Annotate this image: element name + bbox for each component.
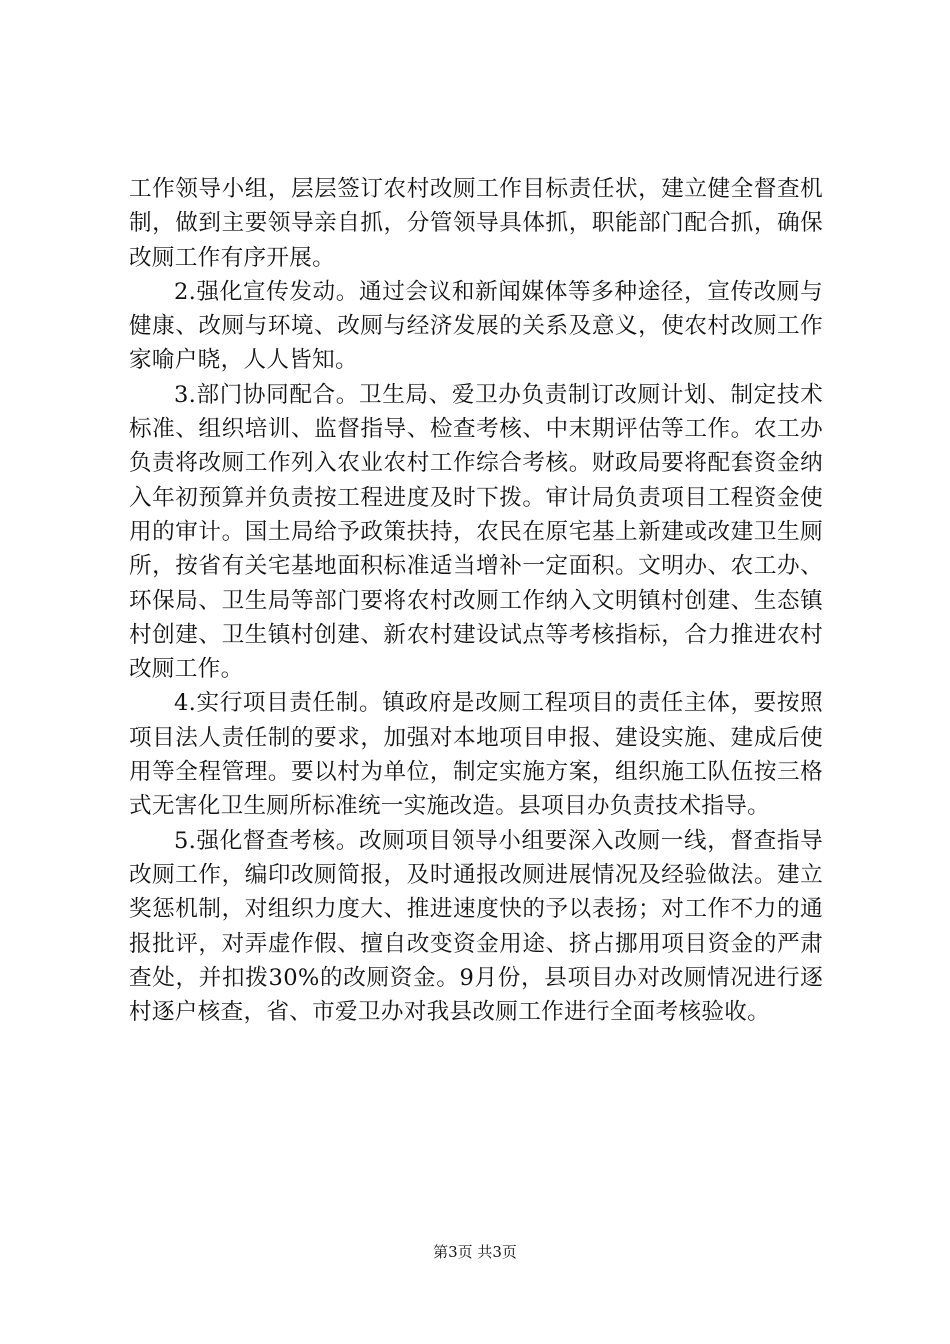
page-number-footer: 第3页 共3页 bbox=[433, 1243, 517, 1261]
paragraph-department-cooperation: 3.部门协同配合。卫生局、爱卫办负责制订改厕计划、制定技术标准、组织培训、监督指导、检查考核、中末期评估等工作。农工办负责将改厕工作列入农业农村工作综合考核。财政局要将配套资金纳入年初预算并负责按工程进度及时下拨。审计局负责项目工程资金使用的审计。国土局给予政策扶持，农民在原宅基上新建或改建卫生厕所，按省有关宅基地面积标准适当增补一定面积。文明办、农工办、环保局、卫生局等部门要将农村改厕工作纳入文明镇村创建、生态镇村创建、卫生镇村创建、新农村建设试点等考核指标，合力推进农村改厕工作。 bbox=[129, 381, 823, 683]
paragraph-supervision: 5.强化督查考核。改厕项目领导小组要深入改厕一线，督查指导改厕工作，编印改厕简报，及时通报改厕进展情况及经验做法。建立奖惩机制，对组织力度大、推进速度快的予以表扬；对工作不力的通报批评，对弄虚作假、擅自改变资金用途、挤占挪用项目资金的严肃查处，并扣拨30%的改厕资金。9月份，县项目办对改厕情况进行逐村逐户核查，省、市爱卫办对我县改厕工作进行全面考核验收。 bbox=[129, 827, 823, 1026]
paragraph-publicity: 2.强化宣传发动。通过会议和新闻媒体等多种途径，宣传改厕与健康、改厕与环境、改厕与经济发展的关系及意义，使农村改厕工作家喻户晓，人人皆知。 bbox=[129, 278, 823, 374]
paragraph-continuation: 工作领导小组，层层签订农村改厕工作目标责任状，建立健全督查机制，做到主要领导亲自抓，分管领导具体抓，职能部门配合抓，确保改厕工作有序开展。 bbox=[129, 176, 823, 271]
paragraph-project-responsibility: 4.实行项目责任制。镇政府是改厕工程项目的责任主体，要按照项目法人责任制的要求，加强对本地项目申报、建设实施、建成后使用等全程管理。要以村为单位，制定实施方案，组织施工队伍按三格式无害化卫生厕所标准统一实施改造。县项目办负责技术指导。 bbox=[129, 690, 823, 820]
document-body bbox=[129, 172, 823, 1029]
